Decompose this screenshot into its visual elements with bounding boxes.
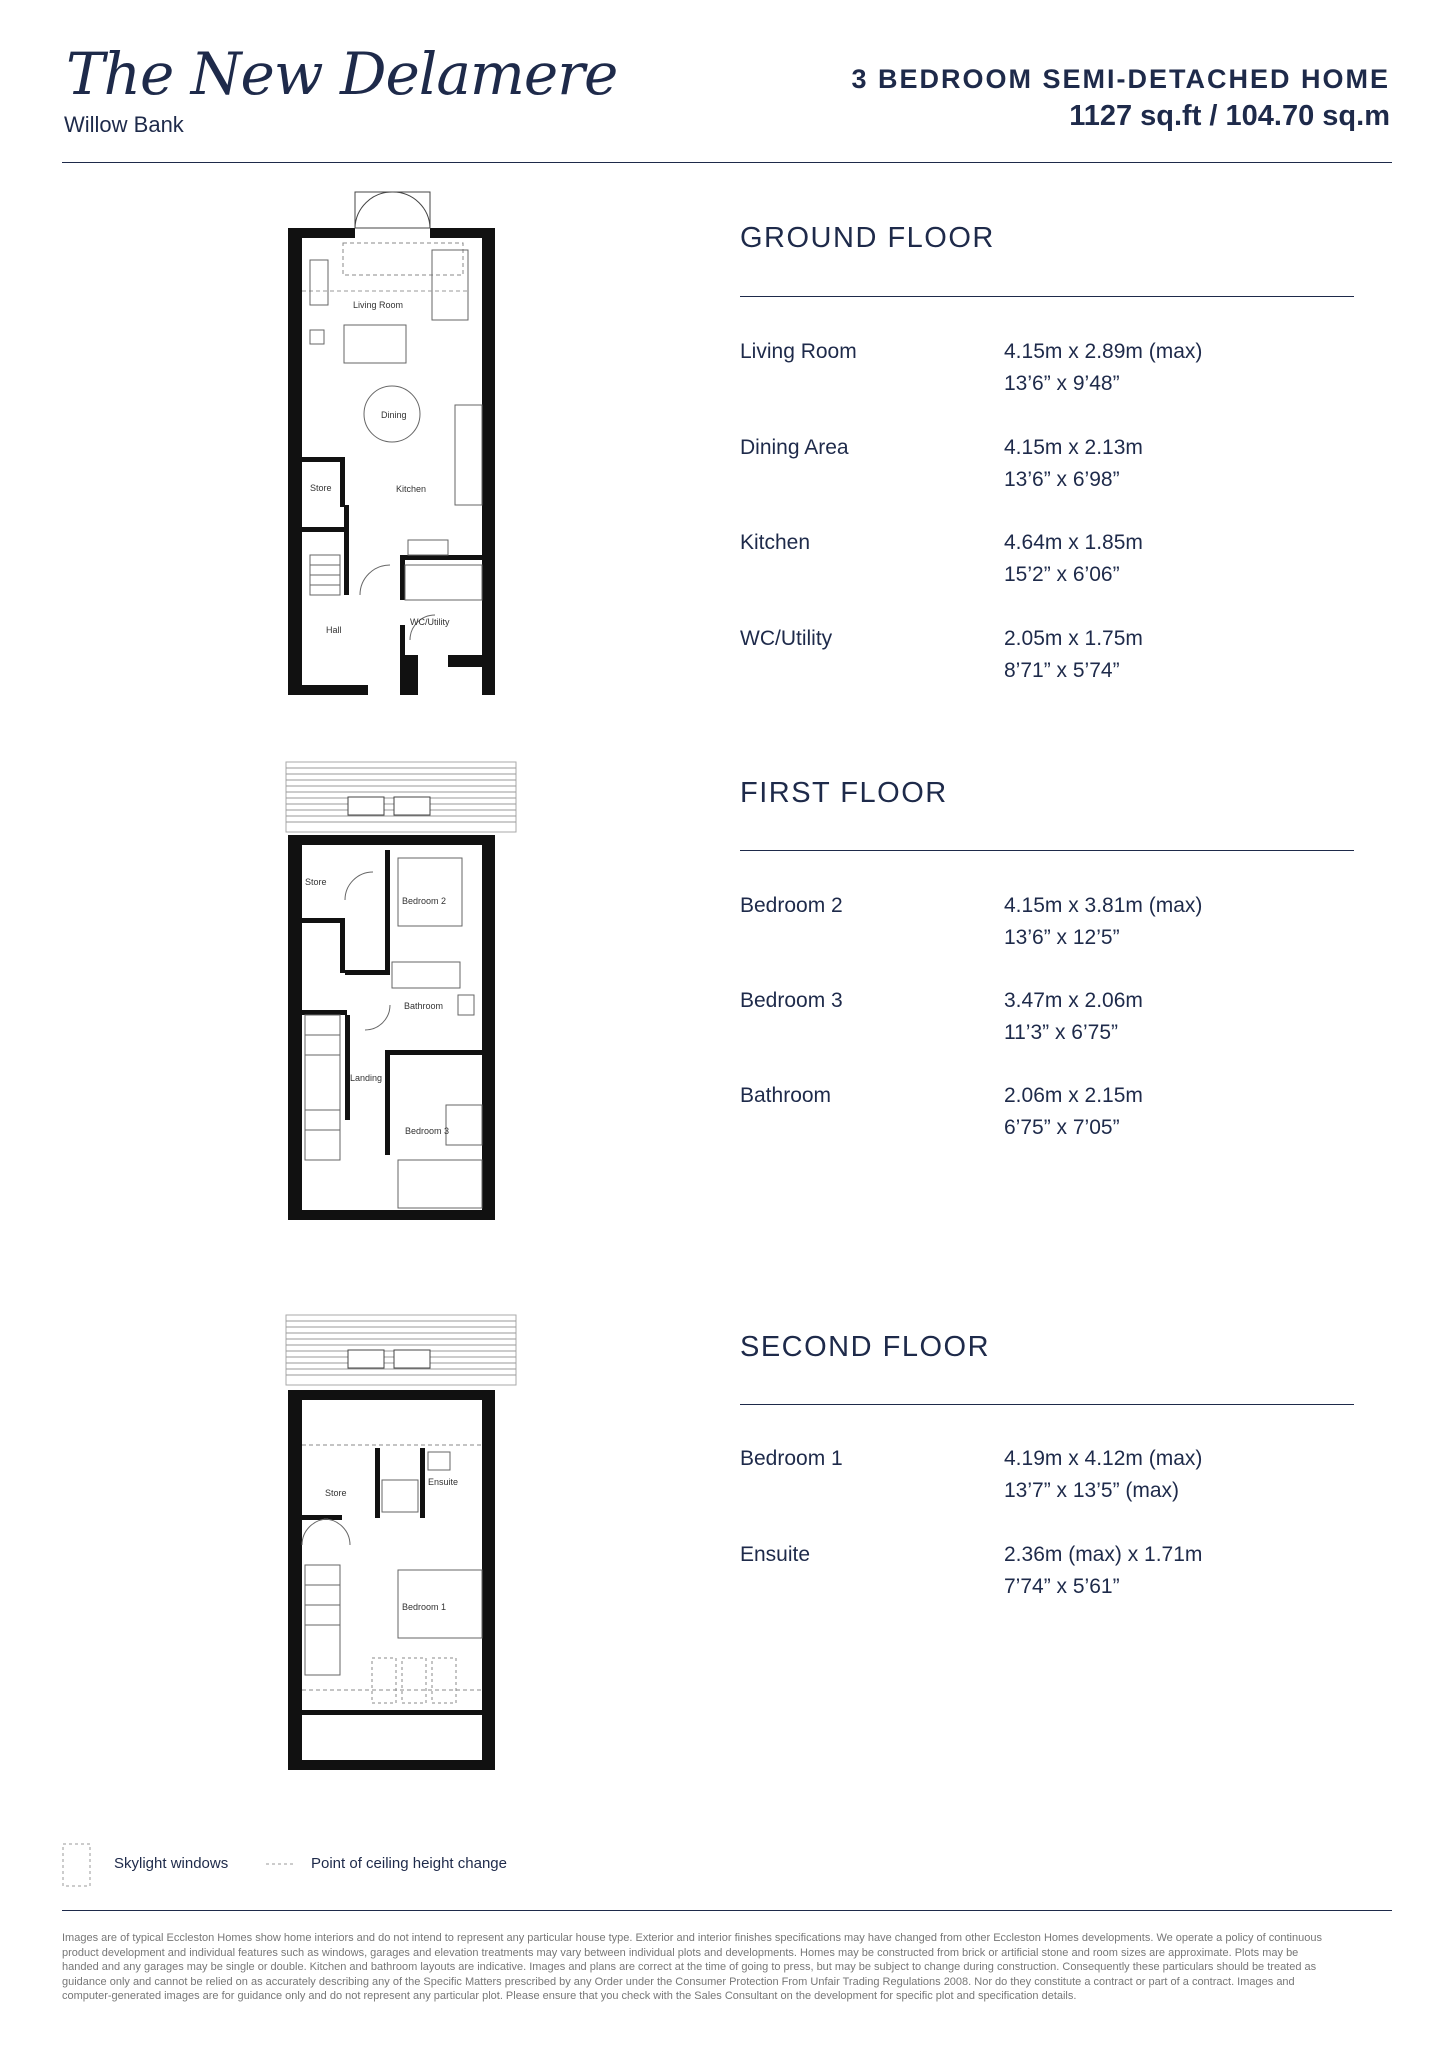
plan-label-kitchen: Kitchen	[396, 484, 427, 494]
room-metric-dining-area: 4.15m x 2.13m	[1004, 436, 1143, 459]
room-name-living-room: Living Room	[740, 340, 857, 363]
room-imperial-kitchen: 15’2” x 6’06”	[1004, 563, 1120, 586]
plan-label-ensuite: Ensuite	[428, 1477, 459, 1487]
legend-skylight-label: Skylight windows	[114, 1855, 229, 1872]
plan-label-living-room: Living Room	[353, 300, 404, 310]
ground-floor-title: GROUND FLOOR	[740, 222, 995, 254]
plan-label-bedroom-2: Bedroom 2	[402, 896, 447, 906]
room-name-kitchen: Kitchen	[740, 531, 811, 554]
plan-label-landing: Landing	[350, 1073, 383, 1083]
home-type: 3 BEDROOM SEMI-DETACHED HOME	[851, 64, 1390, 94]
room-imperial-bedroom-1: 13’7” x 13’5” (max)	[1004, 1479, 1180, 1502]
plan-label-bedroom-1: Bedroom 1	[402, 1602, 447, 1612]
legend-ceiling-label: Point of ceiling height change	[311, 1855, 507, 1872]
plan-label-store: Store	[305, 877, 327, 887]
room-metric-bedroom-1: 4.19m x 4.12m (max)	[1004, 1447, 1203, 1470]
room-name-bedroom-1: Bedroom 1	[740, 1447, 843, 1470]
plan-label-store: Store	[325, 1488, 347, 1498]
room-imperial-bedroom-3: 11’3” x 6’75”	[1004, 1021, 1119, 1044]
home-area: 1127 sq.ft / 104.70 sq.m	[1069, 100, 1390, 132]
first-floor-title: FIRST FLOOR	[740, 777, 948, 809]
room-imperial-dining-area: 13’6” x 6’98”	[1004, 468, 1120, 491]
second-floor-title: SECOND FLOOR	[740, 1331, 991, 1363]
room-name-bathroom: Bathroom	[740, 1084, 832, 1107]
room-imperial-ensuite: 7’74” x 5’61”	[1004, 1575, 1120, 1598]
plan-label-dining: Dining	[381, 410, 407, 420]
room-name-bedroom-2: Bedroom 2	[740, 894, 843, 917]
room-imperial-wc-utility: 8’71” x 5’74”	[1004, 659, 1120, 682]
footer-divider	[62, 1910, 1392, 1911]
plan-label-wc-utility: WC/Utility	[410, 617, 450, 627]
plan-label-hall: Hall	[326, 625, 342, 635]
room-name-bedroom-3: Bedroom 3	[740, 989, 843, 1012]
skylight-symbol	[63, 1844, 90, 1886]
plan-label-store: Store	[310, 483, 332, 493]
room-metric-bathroom: 2.06m x 2.15m	[1004, 1084, 1143, 1107]
disclaimer-text: Images are of typical Eccleston Homes show home interiors and do not intend to represent any particular house type. Exterior and interior finishes specifications may have changed from other Eccleston Homes developments. We operate a policy of continuous product development and individual features such as windows, garages and elevation treatments may vary between individual plots and developments. Homes may be constructed from brick or artificial stone and room sizes are approximate. Plots may be handed and any garages may be single or double. Kitchen and bathroom layouts are indicative. Images and plans are correct at the time of going to press, but may be subject to change during construction. Consequently these particulars should be treated as guidance only and cannot be relied on as accurately describing any of the Specific Matters prescribed by any Order under the Consumer Protection From Unfair Trading Regulations 2008. Nor do they constitute a contract or part of a contract. Images and computer-generated images are for guidance only and do not represent any particular plot. Please ensure that you check with the Sales Consultant on the development for specific plot and specification details.	[62, 1932, 1322, 2002]
room-metric-kitchen: 4.64m x 1.85m	[1004, 531, 1143, 554]
plan-label-bedroom-3: Bedroom 3	[405, 1126, 450, 1136]
room-metric-bedroom-2: 4.15m x 3.81m (max)	[1004, 894, 1203, 917]
room-name-wc-utility: WC/Utility	[740, 627, 833, 650]
room-name-dining-area: Dining Area	[740, 436, 849, 459]
room-metric-living-room: 4.15m x 2.89m (max)	[1004, 340, 1203, 363]
room-metric-wc-utility: 2.05m x 1.75m	[1004, 627, 1143, 650]
room-imperial-bedroom-2: 13’6” x 12’5”	[1004, 926, 1120, 949]
room-imperial-living-room: 13’6” x 9’48”	[1004, 372, 1120, 395]
room-name-ensuite: Ensuite	[740, 1543, 811, 1566]
development-name: Willow Bank	[64, 112, 184, 137]
page-title: The New Delamere	[66, 40, 618, 108]
room-metric-bedroom-3: 3.47m x 2.06m	[1004, 989, 1143, 1012]
room-metric-ensuite: 2.36m (max) x 1.71m	[1004, 1543, 1203, 1566]
plan-label-bathroom: Bathroom	[404, 1001, 444, 1011]
room-imperial-bathroom: 6’75” x 7’05”	[1004, 1116, 1120, 1139]
